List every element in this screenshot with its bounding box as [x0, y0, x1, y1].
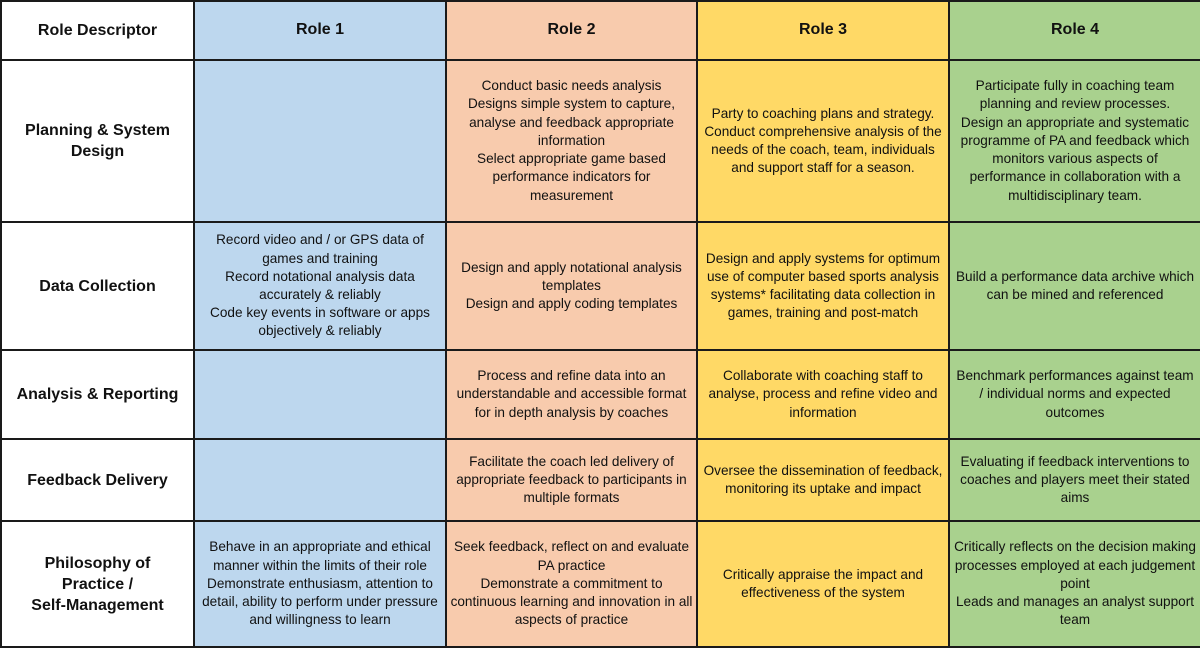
table-row-planning — [1, 60, 1200, 222]
cell-data-collection-role-1: Record video and / or GPS data of games and training Record notational analysis data accurately & reliably Code key events in software or apps objectively & reliably — [210, 232, 430, 339]
descriptor-analysis-reporting: Analysis & Reporting — [16, 386, 179, 403]
cell-planning-role-3: Party to coaching plans and strategy. Conduct comprehensive analysis of the needs of the coach, team, individuals and support staff for a season. — [704, 105, 942, 176]
descriptor-planning-system-design: Planning & System Design — [25, 122, 170, 160]
header-role-descriptor: Role Descriptor — [1, 1, 194, 60]
descriptor-data-collection: Data Collection — [39, 277, 156, 295]
header-role-1: Role 1 — [194, 1, 446, 60]
cell-feedback-role-2: Facilitate the coach led delivery of appropriate feedback to participants in multiple formats — [456, 453, 687, 506]
descriptor-feedback-delivery: Feedback Delivery — [27, 471, 168, 489]
cell-feedback-role-4: Evaluating if feedback interventions to coaches and players meet their stated aims — [960, 453, 1190, 506]
table-row-philosophy — [1, 521, 1200, 647]
cell-analysis-role-2: Process and refine data into an understandable and accessible format for in depth analysis by coaches — [456, 368, 687, 420]
cell-analysis-role-3: Collaborate with coaching staff to analyse, process and refine video and information — [708, 368, 938, 420]
cell-data-collection-role-4: Build a performance data archive which can be mined and referenced — [955, 268, 1195, 302]
cell-planning-role-4: Participate fully in coaching team planning and review processes. Design an appropriate and systematic programme of PA and feedback which monitors various aspects of performance in collaboration with a multidisciplinary team. — [960, 78, 1190, 203]
cell-philosophy-role-2: Seek feedback, reflect on and evaluate PA practice Demonstrate a commitment to continuous learning and innovation in all aspects of practice — [450, 539, 693, 628]
header-role-3: Role 3 — [697, 1, 949, 60]
cell-philosophy-role-1: Behave in an appropriate and ethical manner within the limits of their role Demonstrate enthusiasm, attention to detail, ability to perform under pressure and willingness to learn — [202, 539, 438, 628]
header-role-4: Role 4 — [949, 1, 1200, 60]
cell-planning-role-2: Conduct basic needs analysis Designs simple system to capture, analyse and feedback appropriate information Select appropriate game based performance indicators for measurement — [467, 78, 675, 203]
descriptor-philosophy-of-practice: Philosophy of Practice / Self-Management — [31, 554, 164, 614]
table-row-feedback-delivery — [1, 439, 1200, 521]
table-row-data-collection — [1, 222, 1200, 350]
header-row — [1, 1, 1200, 60]
cell-philosophy-role-3: Critically appraise the impact and effectiveness of the system — [722, 566, 924, 600]
header-role-2: Role 2 — [446, 1, 697, 60]
cell-analysis-role-4: Benchmark performances against team / individual norms and expected outcomes — [956, 368, 1194, 420]
table-row-analysis-reporting — [1, 350, 1200, 439]
cell-philosophy-role-4: Critically reflects on the decision making processes employed at each judgement point Leads and manages an analyst support team — [954, 539, 1196, 628]
cell-data-collection-role-3: Design and apply systems for optimum use of computer based sports analysis systems* facilitating data collection in games, training and post-match — [705, 250, 941, 321]
cell-feedback-role-3: Oversee the dissemination of feedback, monitoring its uptake and impact — [703, 462, 943, 496]
cell-data-collection-role-2: Design and apply notational analysis templates Design and apply coding templates — [461, 259, 682, 312]
